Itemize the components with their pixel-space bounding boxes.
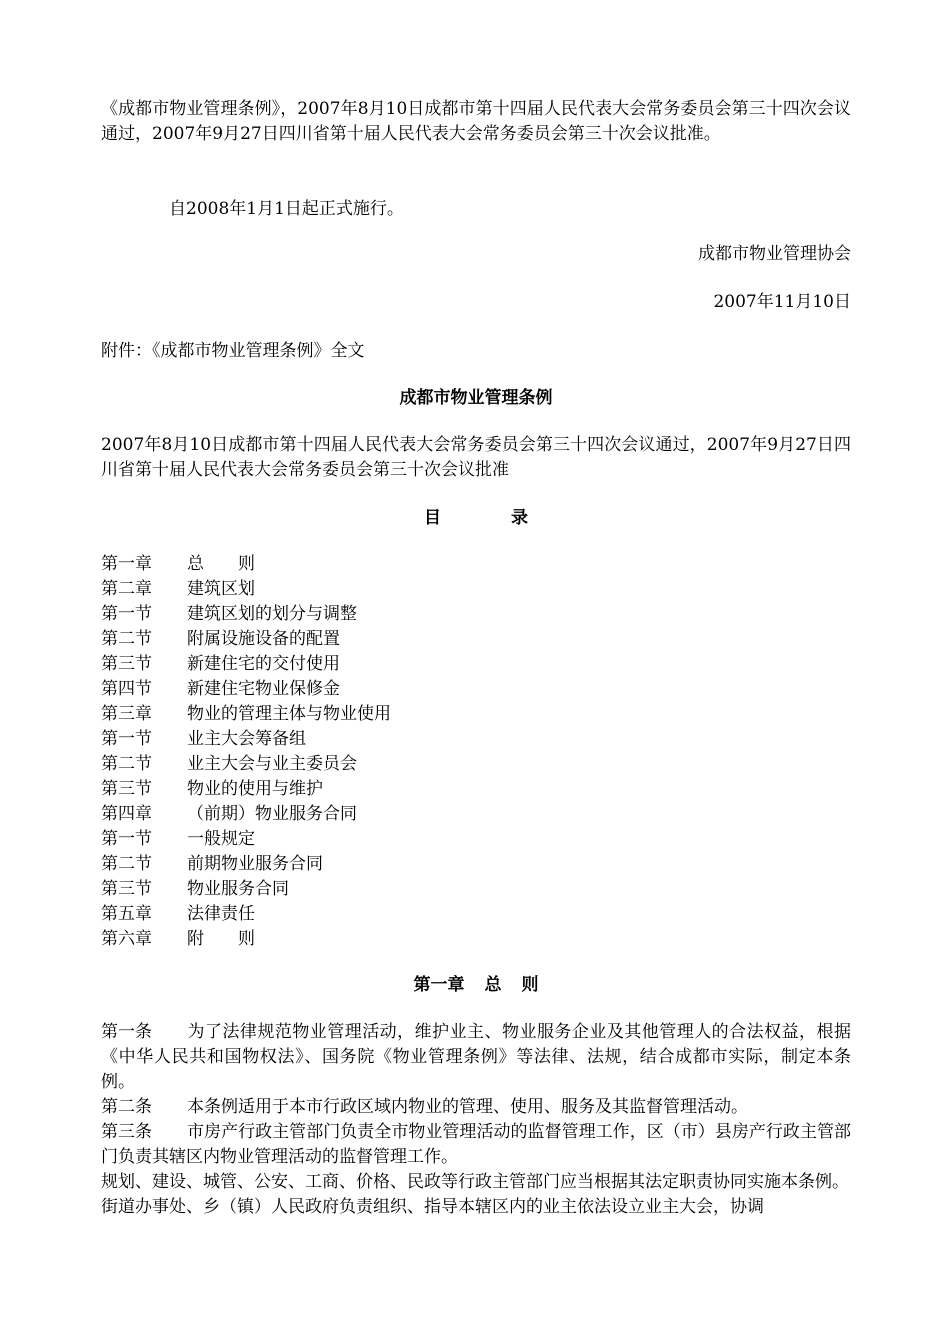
toc-item-number: 第三节 [101,879,152,899]
article-text: 本条例适用于本市行政区域内物业的管理、使用、服务及其监督管理活动。 [187,1097,748,1117]
toc-item-label: 建筑区划 [187,579,255,599]
body-paragraph: 规划、建设、城管、公安、工商、价格、民政等行政主管部门应当根据其法定职责协同实施本条例。 [101,1172,849,1192]
toc-item-number: 第二节 [101,854,152,874]
toc-item-label: 业主大会筹备组 [187,729,306,749]
article [101,1020,851,1095]
toc-item-label: 物业的使用与维护 [187,779,323,799]
toc-item-number: 第二节 [101,754,152,774]
attachment-line: 附件：《成都市物业管理条例》全文 [101,341,365,361]
toc-item [101,627,851,652]
article-number: 第三条 [101,1122,152,1142]
toc-item [101,902,851,927]
toc-item-number: 第六章 [101,929,152,949]
chapter-heading-part: 则 [521,975,539,995]
toc-item [101,877,851,902]
effective-date-text: 自2008年1月1日起正式施行。 [169,199,404,219]
toc-item [101,677,851,702]
toc-item-number: 第一章 [101,554,152,574]
toc-item-number: 第一节 [101,604,152,624]
table-of-contents [101,552,851,952]
toc-heading [101,506,851,531]
toc-item [101,777,851,802]
toc-item-label: 物业服务合同 [187,879,289,899]
issuing-organization: 成都市物业管理协会 [698,244,851,264]
issue-date: 2007年11月10日 [713,292,851,312]
toc-item [101,727,851,752]
article [101,1120,851,1170]
chapter-heading [101,973,851,998]
toc-item [101,602,851,627]
toc-item-label: （前期）物业服务合同 [187,804,357,824]
toc-item-label: 建筑区划的划分与调整 [187,604,357,624]
toc-item [101,752,851,777]
toc-heading-part: 录 [511,508,528,528]
toc-heading-part: 目 [424,508,441,528]
toc-item-label: 总 则 [187,554,255,574]
toc-item-number: 第一节 [101,829,152,849]
toc-item-label: 前期物业服务合同 [187,854,323,874]
toc-item-label: 附属设施设备的配置 [187,629,340,649]
toc-item-number: 第三章 [101,704,152,724]
toc-item-number: 第四章 [101,804,152,824]
article [101,1095,851,1120]
toc-item-label: 新建住宅的交付使用 [187,654,340,674]
regulation-title: 成都市物业管理条例 [399,388,553,408]
toc-item-number: 第四节 [101,679,152,699]
regulation-subtitle: 2007年8月10日成都市第十四届人民代表大会常务委员会第三十四次会议通过，2007年9月27日四川省第十届人民代表大会常务委员会第三十次会议批准 [101,435,851,480]
toc-item [101,702,851,727]
article-text: 市房产行政主管部门负责全市物业管理活动的监督管理工作，区（市）县房产行政主管部门负责其辖区内物业管理活动的监督管理工作。 [101,1122,851,1167]
toc-item-label: 一般规定 [187,829,255,849]
toc-item-number: 第三节 [101,654,152,674]
toc-item [101,552,851,577]
body-paragraph: 街道办事处、乡（镇）人民政府负责组织、指导本辖区内的业主依法设立业主大会，协调 [101,1197,764,1217]
article-number: 第一条 [101,1022,152,1042]
chapter-heading-part: 总 [484,975,502,995]
toc-item-label: 业主大会与业主委员会 [187,754,357,774]
toc-item-label: 法律责任 [187,904,255,924]
toc-item [101,802,851,827]
article-number: 第二条 [101,1097,152,1117]
toc-item-label: 附 则 [187,929,255,949]
toc-item-number: 第一节 [101,729,152,749]
toc-item-number: 第二节 [101,629,152,649]
toc-item-number: 第二章 [101,579,152,599]
toc-item [101,652,851,677]
toc-item [101,827,851,852]
toc-item-label: 新建住宅物业保修金 [187,679,340,699]
toc-item [101,577,851,602]
chapter-heading-number: 第一章 [413,975,465,995]
toc-item-number: 第三节 [101,779,152,799]
toc-item [101,927,851,952]
toc-item [101,852,851,877]
intro-paragraph: 《成都市物业管理条例》，2007年8月10日成都市第十四届人民代表大会常务委员会第三十四次会议通过，2007年9月27日四川省第十届人民代表大会常务委员会第三十次会议批准。 [101,99,851,144]
toc-item-label: 物业的管理主体与物业使用 [187,704,391,724]
chapter-body [101,1020,851,1220]
article-text: 为了法律规范物业管理活动，维护业主、物业服务企业及其他管理人的合法权益，根据《中华人民共和国物权法》、国务院《物业管理条例》等法律、法规，结合成都市实际，制定本条例。 [101,1022,851,1092]
toc-item-number: 第五章 [101,904,152,924]
